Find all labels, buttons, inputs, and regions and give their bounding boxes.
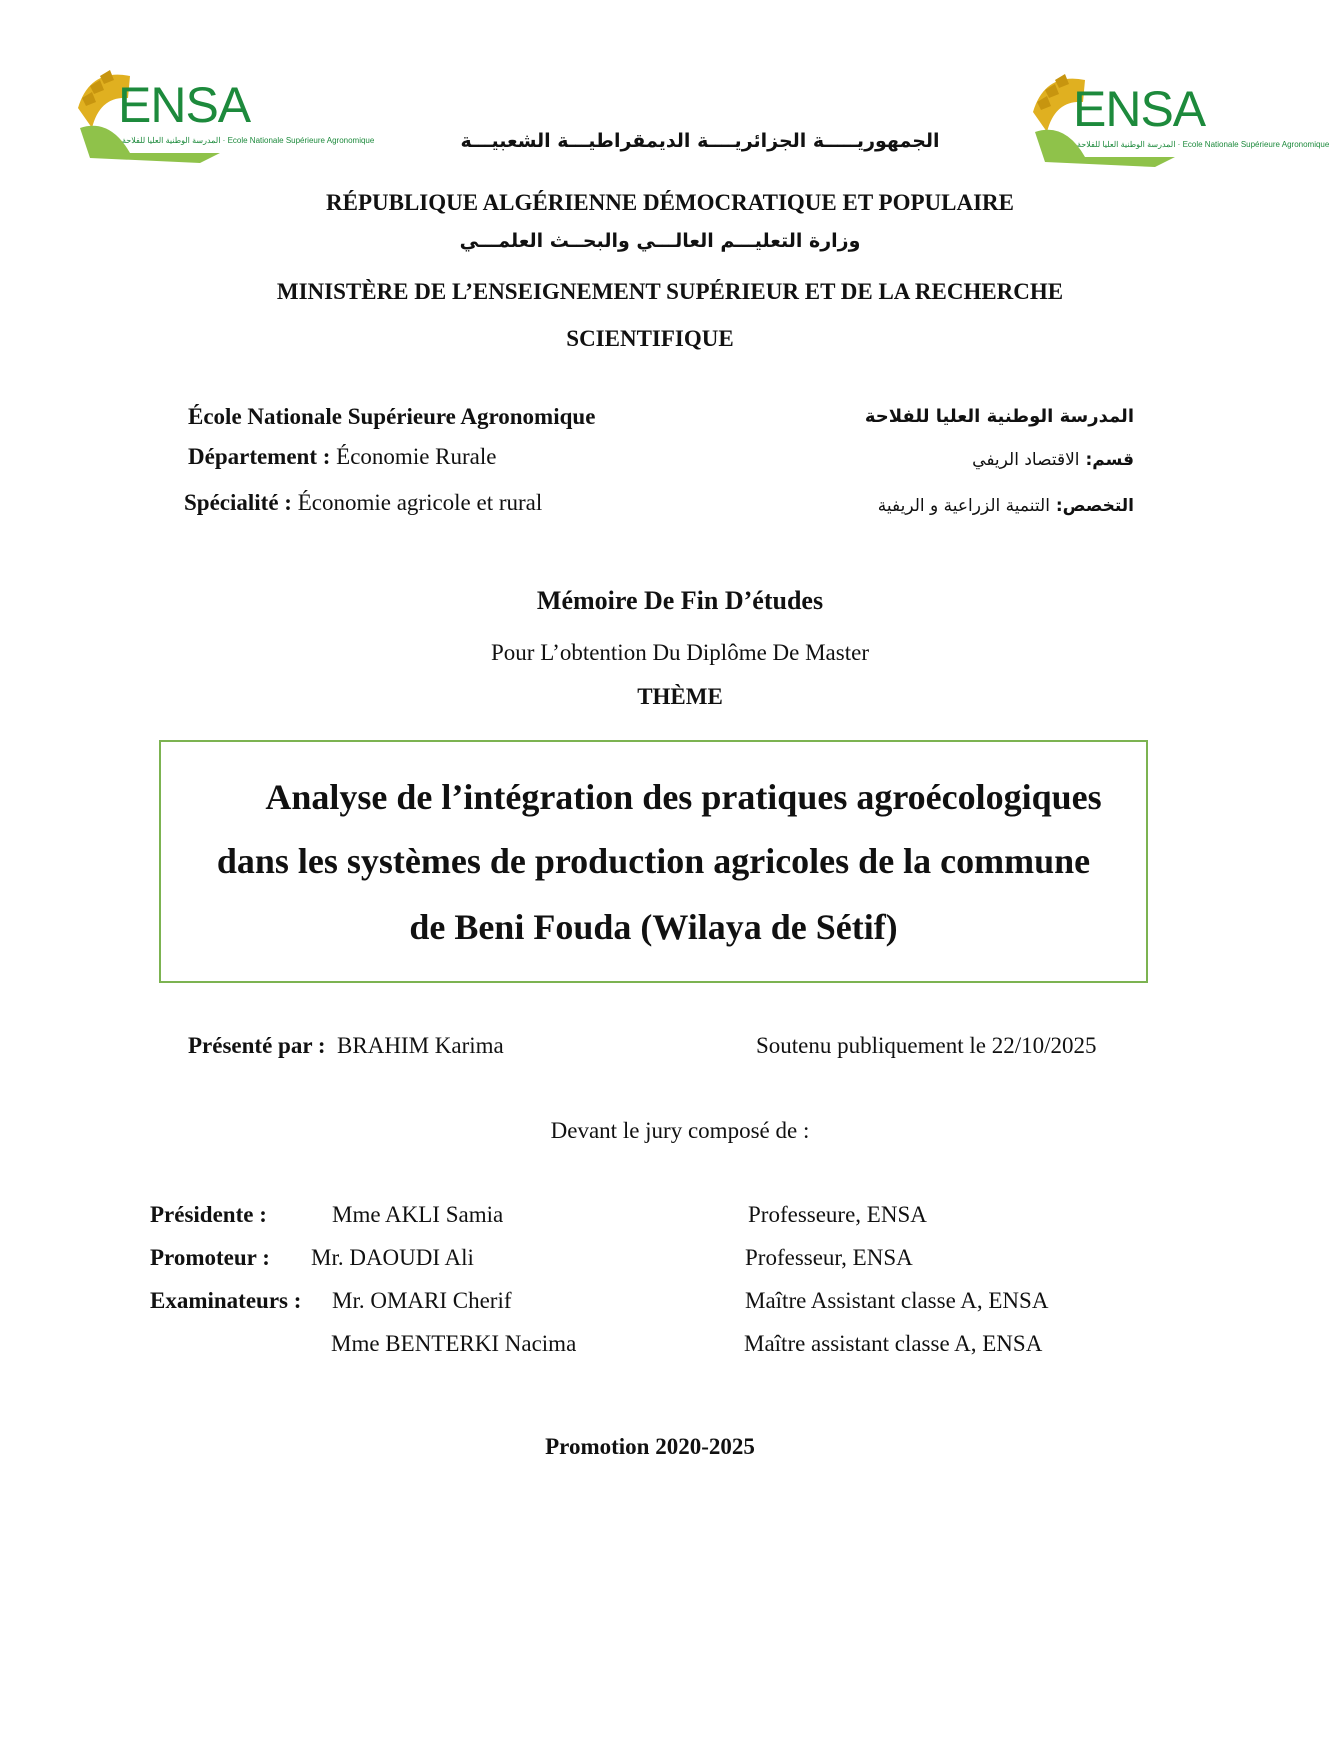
presented-label: Présenté par : [188,1033,326,1058]
ministry-french-line2: SCIENTIFIQUE [566,326,734,351]
theme-line-2: dans les systèmes de production agricoles de la commune [216,841,1091,881]
republic-french: RÉPUBLIQUE ALGÉRIENNE DÉMOCRATIQUE ET POPULAIRE [326,190,1014,215]
jury-name-examinateur-2: Mme BENTERKI Nacima [331,1331,577,1356]
jury-role-examinateurs: Examinateurs : [150,1288,302,1313]
logo-left-subtitle: المدرسة الوطنية العليا للفلاحة · Ecole Nationale Supérieure Agronomique [122,136,375,145]
promotion: Promotion 2020-2025 [545,1434,755,1459]
specialty-arabic-label: التخصص: [1055,496,1134,516]
jury-name-presidente: Mme AKLI Samia [332,1202,504,1227]
memoire-title: Mémoire De Fin D’études [536,586,824,615]
school-name-french: École Nationale Supérieure Agronomique [188,404,596,429]
jury-title-presidente: Professeure, ENSA [748,1202,927,1227]
jury-name-examinateur-1: Mr. OMARI Cherif [332,1288,512,1313]
jury-title-promoteur: Professeur, ENSA [745,1245,913,1270]
defense-date: Soutenu publiquement le 22/10/2025 [756,1033,1097,1058]
department-label: Département : [188,444,331,469]
school-name-arabic: المدرسة الوطنية العليا للفلاحة [864,406,1134,427]
specialty-value: Économie agricole et rural [297,490,543,515]
specialty-row [184,490,542,516]
logo-right-title: ENSA [1073,81,1206,137]
department-arabic-value: الاقتصاد الريفي [972,450,1080,470]
department-value: Économie Rurale [336,444,497,469]
republic-arabic: الجمهوريـــــة الجزائريــــة الديمقراطيـــة الشعبيـــة [460,130,940,152]
jury-role-presidente: Présidente : [150,1202,267,1227]
jury-title-examinateur-2: Maître assistant classe A, ENSA [744,1331,1043,1356]
ministry-french-line1: MINISTÈRE DE L’ENSEIGNEMENT SUPÉRIEUR ET DE LA RECHERCHE [276,279,1064,304]
jury-title-examinateur-1: Maître Assistant classe A, ENSA [745,1288,1049,1313]
logo-right-subtitle: المدرسة الوطنية العليا للفلاحة · Ecole Nationale Supérieure Agronomique [1077,140,1329,149]
specialty-label: Spécialité : [184,490,292,515]
ensa-logo-right [1025,62,1329,172]
memoire-subtitle: Pour L’obtention Du Diplôme De Master [491,640,869,665]
specialty-arabic-value: التنمية الزراعية و الريفية [877,496,1050,516]
specialty-arabic-row [878,496,1134,516]
presented-name: BRAHIM Karima [337,1033,504,1058]
theme-line-3: de Beni Fouda (Wilaya de Sétif) [409,907,898,947]
presented-row [188,1033,504,1059]
jury-role-promoteur: Promoteur : [150,1245,270,1270]
department-row [188,444,496,470]
theme-label: THÈME [637,684,723,709]
department-arabic-row [972,450,1134,470]
jury-name-promoteur: Mr. DAOUDI Ali [311,1245,474,1270]
department-arabic-label: قسم: [1085,450,1134,470]
theme-line-1: Analyse de l’intégration des pratiques agroécologiques [265,777,1102,817]
logo-left-title: ENSA [118,77,251,133]
theme-box [159,740,1148,983]
ministry-arabic: وزارة التعليـــم العالـــي والبحــث العلمـــي [459,230,861,252]
jury-intro: Devant le jury composé de : [550,1118,810,1143]
